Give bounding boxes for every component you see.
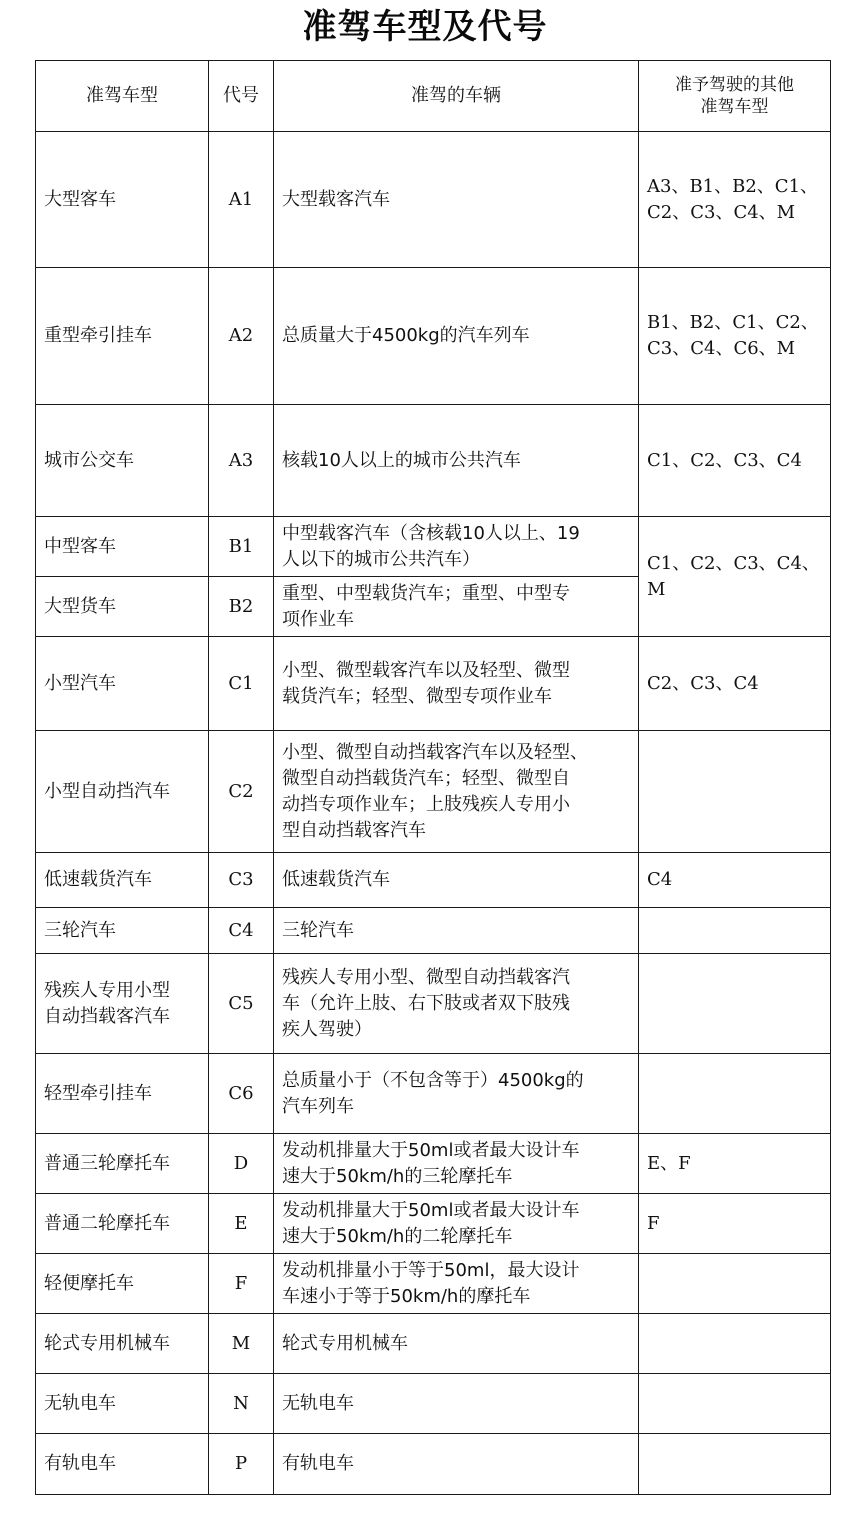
other-cell: [639, 1194, 831, 1254]
code-cell: C4: [209, 908, 274, 954]
code-cell: P: [209, 1434, 274, 1495]
other-line: E、F: [647, 1152, 691, 1174]
header-type: 准驾车型: [36, 61, 209, 132]
type-cell: 有轨电车: [36, 1434, 209, 1495]
type-cell: 大型货车: [36, 577, 209, 637]
vehicles-line: 小型、微型自动挡载客汽车以及轻型、: [282, 741, 588, 763]
header-vehicles: 准驾的车辆: [274, 61, 639, 132]
vehicles-cell: [274, 731, 639, 853]
vehicles-cell: [274, 853, 639, 908]
type-cell: 中型客车: [36, 517, 209, 577]
other-line: M: [647, 578, 666, 600]
other-line: F: [647, 1212, 660, 1234]
license-class-table: [35, 60, 831, 1495]
other-cell: [639, 954, 831, 1054]
vehicles-cell: [274, 1374, 639, 1434]
other-line: C3、C4、C6、M: [647, 338, 796, 359]
vehicles-line: 发动机排量大于50ml或者最大设计车: [282, 1199, 580, 1221]
table-row: [36, 954, 831, 1054]
code-cell: C3: [209, 853, 274, 908]
vehicles-line: 微型自动挡载货汽车；轻型、微型自: [282, 767, 570, 789]
table-row: [36, 908, 831, 954]
other-cell: [639, 908, 831, 954]
type-cell: 重型牵引挂车: [36, 268, 209, 405]
vehicles-line: 速大于50km/h的三轮摩托车: [282, 1165, 513, 1187]
table-row: [36, 1434, 831, 1495]
type-cell: 无轨电车: [36, 1374, 209, 1434]
vehicles-line: 大型载客汽车: [282, 188, 390, 210]
code-cell: C1: [209, 637, 274, 731]
other-cell: [639, 1374, 831, 1434]
vehicles-cell: [274, 908, 639, 954]
header-other: [639, 61, 831, 132]
code-cell: C2: [209, 731, 274, 853]
other-cell-merged: [639, 517, 831, 637]
other-cell: [639, 1054, 831, 1134]
type-cell: 轮式专用机械车: [36, 1314, 209, 1374]
vehicles-line: 核载10人以上的城市公共汽车: [282, 449, 521, 471]
type-cell: 普通二轮摩托车: [36, 1194, 209, 1254]
code-cell: A2: [209, 268, 274, 405]
vehicles-line: 轮式专用机械车: [282, 1332, 408, 1354]
table-row: [36, 1374, 831, 1434]
code-cell: N: [209, 1374, 274, 1434]
type-cell: 轻型牵引挂车: [36, 1054, 209, 1134]
type-cell: 轻便摩托车: [36, 1254, 209, 1314]
table-row: [36, 268, 831, 405]
vehicles-line: 残疾人专用小型、微型自动挡载客汽: [282, 966, 570, 988]
type-cell: 城市公交车: [36, 405, 209, 517]
vehicles-cell: [274, 1314, 639, 1374]
vehicles-line: 速大于50km/h的二轮摩托车: [282, 1225, 513, 1247]
vehicles-cell: [274, 1054, 639, 1134]
vehicles-line: 载货汽车；轻型、微型专项作业车: [282, 685, 552, 707]
other-cell: [639, 1434, 831, 1495]
header-code: 代号: [209, 61, 274, 132]
vehicles-cell: [274, 1134, 639, 1194]
table-row: [36, 1054, 831, 1134]
table-row: [36, 1254, 831, 1314]
table-row: [36, 1314, 831, 1374]
vehicles-line: 总质量大于4500kg的汽车列车: [282, 325, 530, 346]
vehicles-cell: [274, 132, 639, 268]
table-row: [36, 637, 831, 731]
table-row: [36, 1194, 831, 1254]
vehicles-line: 车（允许上肢、右下肢或者双下肢残: [282, 992, 570, 1014]
code-cell: A3: [209, 405, 274, 517]
other-line: A3、B1、B2、C1、: [647, 175, 819, 197]
code-cell: C6: [209, 1054, 274, 1134]
other-cell: [639, 1314, 831, 1374]
other-line: C2、C3、C4、M: [647, 201, 796, 223]
type-cell: 小型汽车: [36, 637, 209, 731]
code-cell: A1: [209, 132, 274, 268]
vehicles-cell: [274, 1194, 639, 1254]
vehicles-line: 总质量小于（不包含等于）4500kg的: [282, 1069, 584, 1091]
header-other-line2: 准驾车型: [700, 97, 769, 117]
other-cell: [639, 268, 831, 405]
vehicles-line: 汽车列车: [282, 1095, 354, 1117]
table-row: [36, 1134, 831, 1194]
vehicles-cell: [274, 577, 639, 637]
vehicles-line: 项作业车: [282, 608, 354, 630]
vehicles-line: 车速小于等于50km/h的摩托车: [282, 1285, 531, 1307]
table-row: [36, 731, 831, 853]
vehicles-cell: [274, 954, 639, 1054]
table-row: [36, 517, 831, 577]
table-header-row: [36, 61, 831, 132]
vehicles-cell: [274, 637, 639, 731]
type-line: 自动挡载客汽车: [44, 1005, 170, 1027]
vehicles-line: 动挡专项作业车；上肢残疾人专用小: [282, 793, 570, 815]
other-line: C4: [647, 869, 673, 890]
vehicles-line: 人以下的城市公共汽车）: [282, 548, 480, 570]
other-cell: [639, 1254, 831, 1314]
code-cell: D: [209, 1134, 274, 1194]
vehicles-line: 低速载货汽车: [282, 869, 390, 890]
type-cell: 小型自动挡汽车: [36, 731, 209, 853]
type-line: 残疾人专用小型: [44, 979, 170, 1001]
vehicles-line: 无轨电车: [282, 1392, 354, 1414]
other-cell: [639, 853, 831, 908]
header-other-line1: 准予驾驶的其他: [675, 75, 794, 95]
vehicles-cell: [274, 405, 639, 517]
code-cell: C5: [209, 954, 274, 1054]
vehicles-line: 三轮汽车: [282, 919, 354, 941]
vehicles-cell: [274, 268, 639, 405]
page-title: 准驾车型及代号: [302, 7, 548, 47]
other-cell: [639, 1134, 831, 1194]
type-cell: 普通三轮摩托车: [36, 1134, 209, 1194]
vehicles-line: 发动机排量小于等于50ml，最大设计: [282, 1259, 580, 1281]
other-cell: [639, 405, 831, 517]
vehicles-cell: [274, 517, 639, 577]
vehicles-line: 中型载客汽车（含核载10人以上、19: [282, 522, 580, 544]
other-line: B1、B2、C1、C2、: [647, 312, 819, 333]
vehicles-line: 型自动挡载客汽车: [282, 819, 426, 841]
vehicles-line: 有轨电车: [282, 1453, 354, 1474]
code-cell: E: [209, 1194, 274, 1254]
type-cell: [36, 954, 209, 1054]
type-cell: 大型客车: [36, 132, 209, 268]
code-cell: B2: [209, 577, 274, 637]
code-cell: B1: [209, 517, 274, 577]
vehicles-line: 重型、中型载货汽车；重型、中型专: [282, 582, 570, 604]
vehicles-cell: [274, 1434, 639, 1495]
vehicles-line: 疾人驾驶）: [282, 1018, 372, 1040]
vehicles-cell: [274, 1254, 639, 1314]
vehicles-line: 小型、微型载客汽车以及轻型、微型: [282, 659, 570, 681]
other-cell: [639, 637, 831, 731]
vehicles-line: 发动机排量大于50ml或者最大设计车: [282, 1139, 580, 1161]
code-cell: M: [209, 1314, 274, 1374]
type-cell: 低速载货汽车: [36, 853, 209, 908]
other-cell: [639, 132, 831, 268]
other-line: C1、C2、C3、C4、: [647, 552, 820, 574]
other-line: C1、C2、C3、C4: [647, 449, 802, 471]
table-row: [36, 132, 831, 268]
table-row: [36, 405, 831, 517]
other-cell: [639, 731, 831, 853]
code-cell: F: [209, 1254, 274, 1314]
table-row: [36, 853, 831, 908]
other-line: C2、C3、C4: [647, 672, 759, 694]
type-cell: 三轮汽车: [36, 908, 209, 954]
